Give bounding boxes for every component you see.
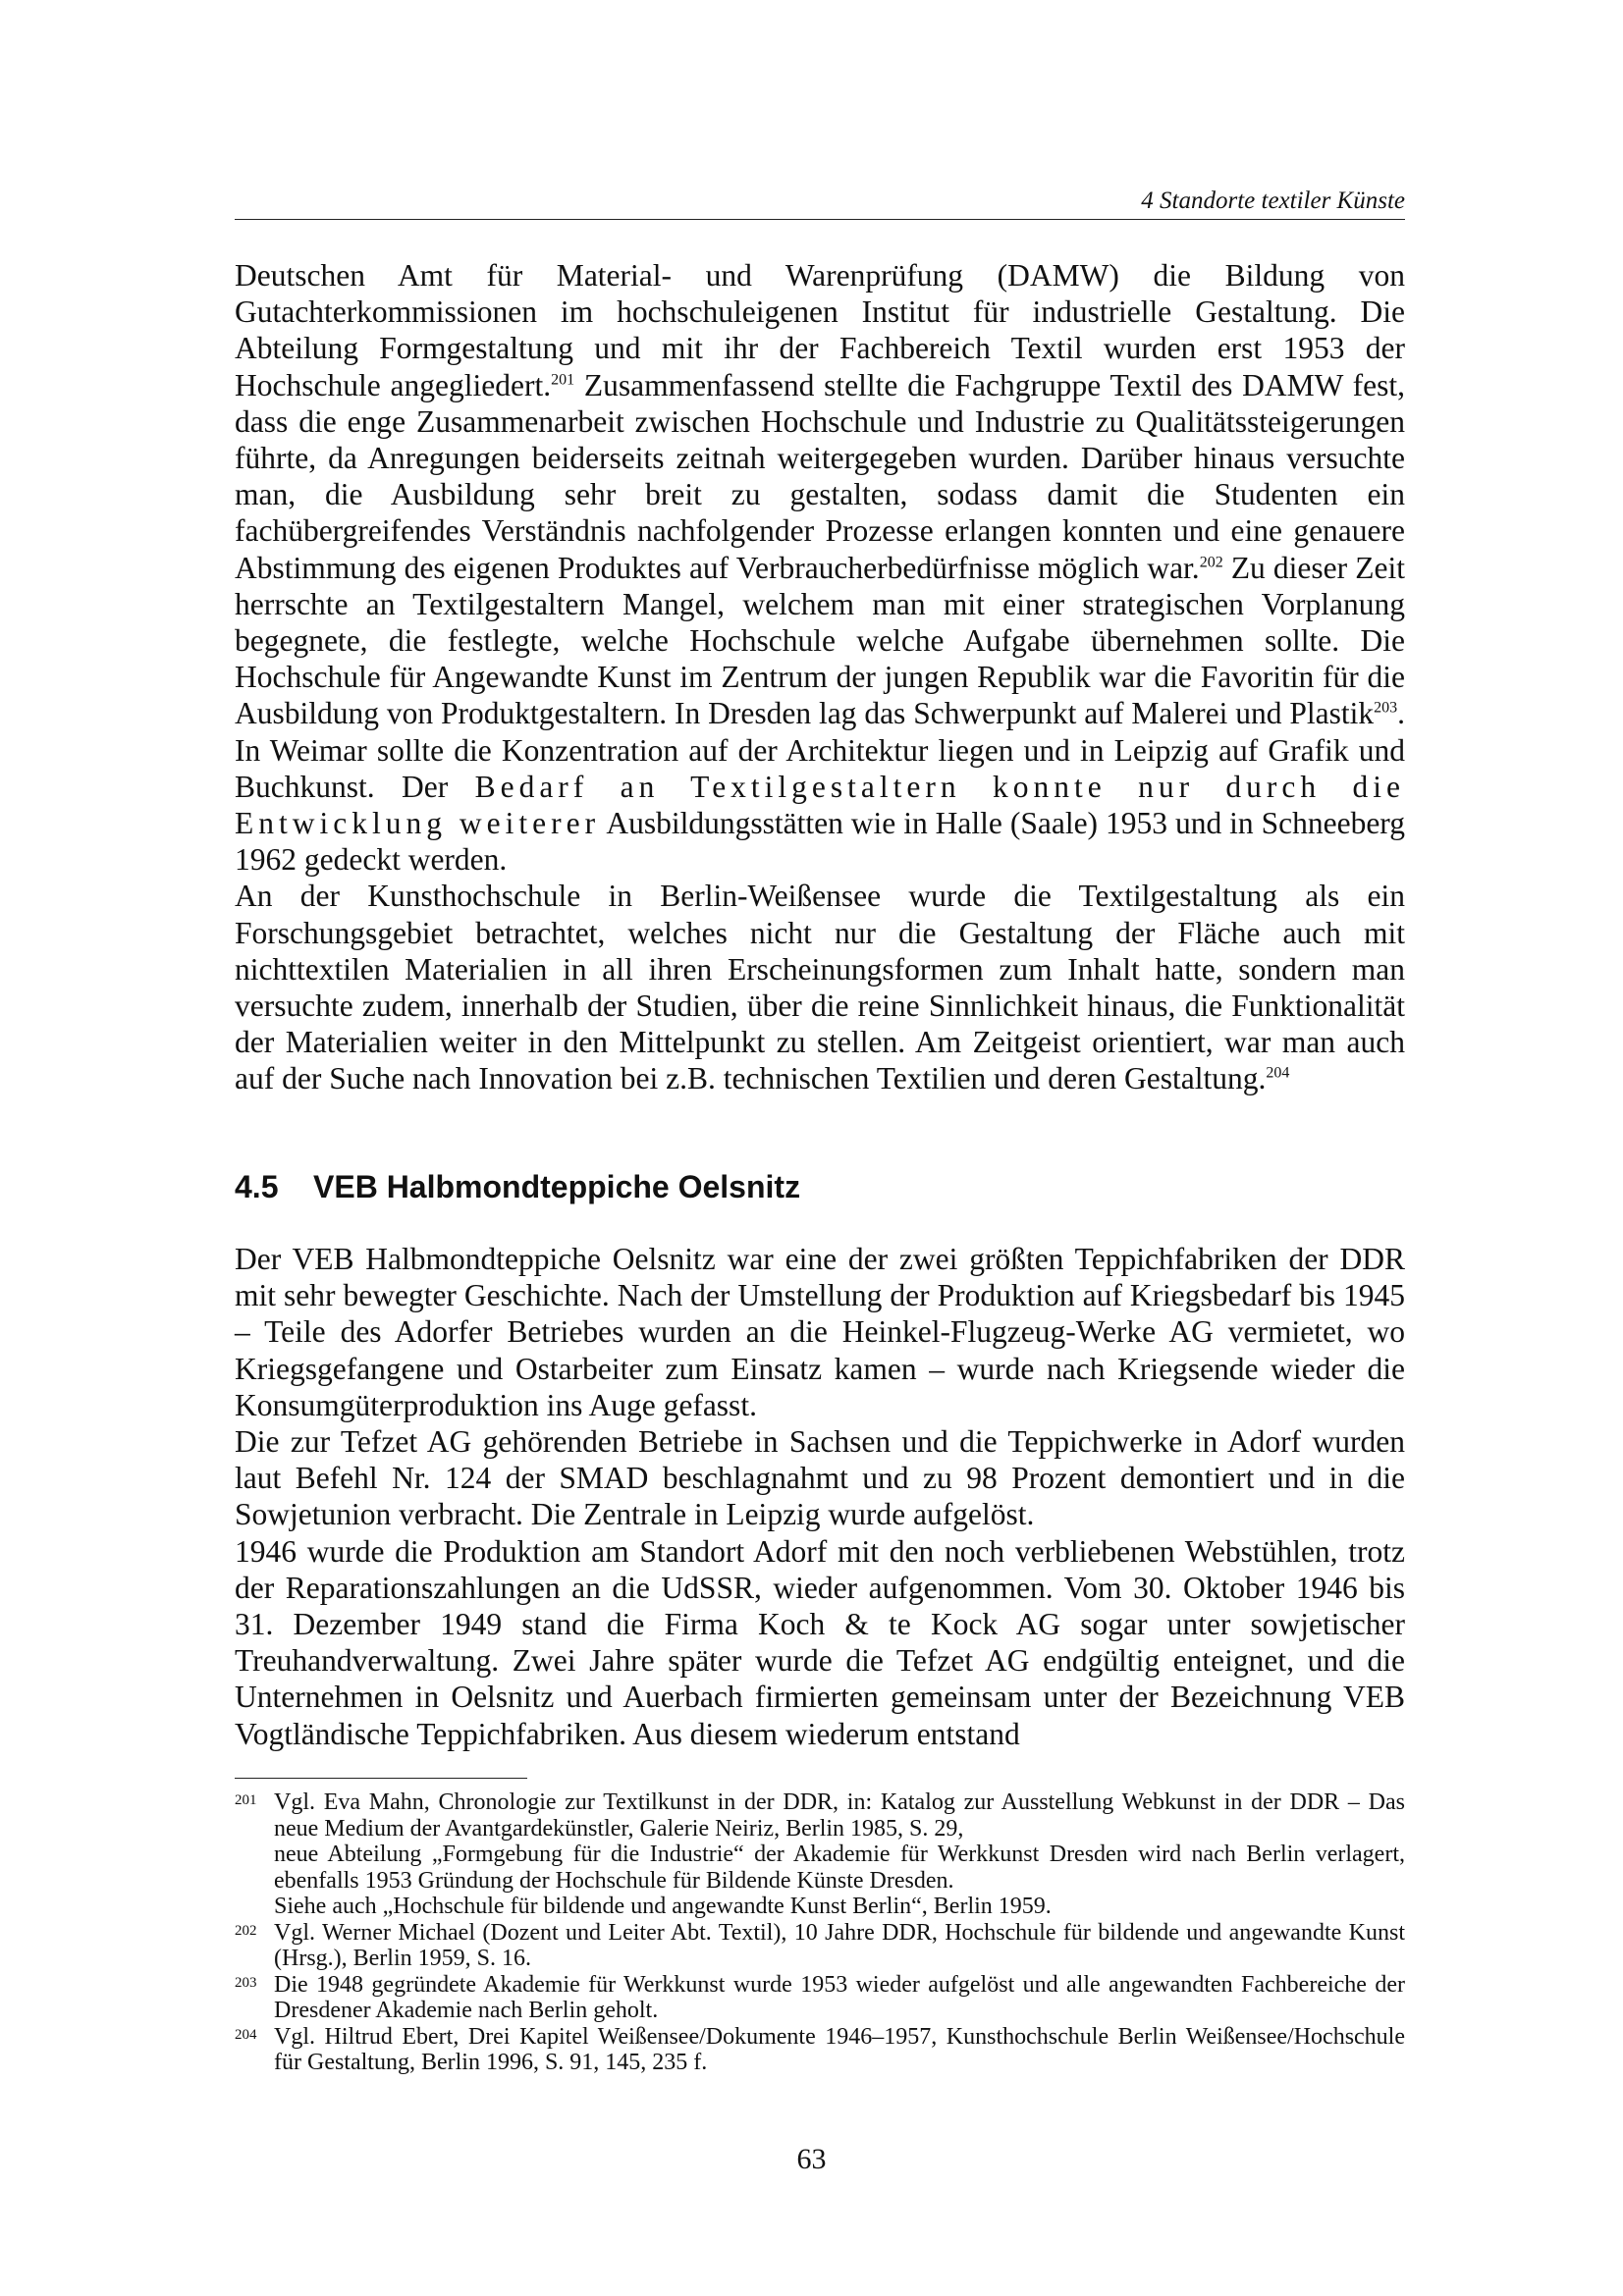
section-title: VEB Halbmondteppiche Oelsnitz	[313, 1169, 801, 1204]
section-paragraph-2: Die zur Tefzet AG gehörenden Betriebe in Sachsen und die Teppichwerke in Adorf wurden laut Befehl Nr. 124 der SMAD beschlagnahmt und zu 98 Prozent demontiert und in die Sowjetunion verbracht. Die Zentrale in Leipzig wurde aufgelöst.	[235, 1424, 1405, 1532]
footnote-204	[235, 2024, 1405, 2076]
body-text	[235, 257, 1405, 1097]
footnote-separator	[235, 1778, 527, 1779]
footnote-line: neue Abteilung „Formgebung für die Industrie“ der Akademie für Werkkunst Dresden wird nach Berlin verlagert, ebenfalls 1953 Gründung der Hochschule für Bildende Künste Dresden.	[274, 1842, 1405, 1894]
footnote-line: Siehe auch „Hochschule für bildende und angewandte Kunst Berlin“, Berlin 1959.	[274, 1894, 1052, 1919]
page-number: 63	[796, 2143, 827, 2175]
body-paragraph-2: An der Kunsthochschule in Berlin-Weißensee wurde die Textilgestaltung als ein Forschungsgebiet betrachtet, welches nicht nur die Gestaltung der Fläche auch mit nichttextilen Materialien in all ihren Erscheinungsformen zum Inhalt hatte, sondern man versuchte zudem, innerhalb der Studien, über die reine Sinnlichkeit hinaus, die Funktionalität der Materialien weiter in den Mittelpunkt zu stellen. Am Zeitgeist orientiert, war man auch auf der Suche nach Innovation bei z.B. technischen Textilien und deren Gestaltung.$^{204}$	[235, 879, 1405, 1096]
footnote-number: 202	[235, 1922, 257, 1939]
footnote-ref-204[interactable]: 204	[1266, 1064, 1290, 1082]
section-number: 4.5	[235, 1169, 279, 1204]
running-header: 4 Standorte textiler Künste	[235, 187, 1405, 220]
footnote-number: 201	[235, 1792, 257, 1808]
section-body	[235, 1241, 1405, 1752]
footnote-ref-202[interactable]: 202	[1199, 554, 1223, 571]
footnotes	[235, 1789, 1405, 2076]
section-heading	[235, 1168, 1405, 1205]
footnote-number: 203	[235, 1974, 257, 1991]
footnote-line: Vgl. Hiltrud Ebert, Drei Kapitel Weißensee/Dokumente 1946–1957, Kunsthochschule Berlin Weißensee/Hochschule für Gestaltung, Berlin 1996, S. 91, 145, 235 f.	[274, 2023, 1405, 2075]
body-paragraph-1: Deutschen Amt für Material- und Warenprüfung (DAMW) die Bildung von Gutachterkommissionen im hochschuleigenen Institut für industrielle Gestaltung. Die Abteilung Formgestaltung und mit ihr der Fachbereich Textil wurden erst 1953 der Hochschule angegliedert.$^{201}$ Zusammenfassend stellte die Fachgruppe Textil des DAMW fest, dass die enge Zusammenarbeit zwischen Hochschule und Industrie zu Qualitätssteigerungen führte, da Anregungen beiderseits zeitnah weitergegeben wurden. Darüber hinaus versuchte man, die Ausbildung sehr breit zu gestalten, sodass damit die Studenten ein fachübergreifendes Verständnis nachfolgender Prozesse erlangen konnten und eine genauere Abstimmung des eigenen Produktes auf Verbraucherbedürfnisse möglich war.$^{202}$ Zu dieser Zeit herrschte an Textilgestaltern Mangel, welchem man mit einer strategischen Vorplanung begegnete, die festlegte, welche Hochschule welche Aufgabe übernehmen sollte. Die Hochschule für Angewandte Kunst im Zentrum der jungen Republik war die Favoritin für die Ausbildung von Produktgestaltern. In Dresden lag das Schwerpunkt auf Malerei und Plastik$^{203}$. In Weimar sollte die Konzentration auf der Architektur liegen und in Leipzig auf Grafik und Buchkunst. Der Bedarf an Textilgestaltern konnte nur durch die Entwicklung weiterer Ausbildungsstätten wie in Halle (Saale) 1953 und in Schneeberg 1962 gedeckt werden.	[235, 258, 1405, 878]
footnote-ref-203[interactable]: 203	[1374, 699, 1398, 717]
footnote-number: 204	[235, 2026, 257, 2043]
footnote-line: Vgl. Eva Mahn, Chronologie zur Textilkunst in der DDR, in: Katalog zur Ausstellung Webkunst in der DDR – Das neue Medium der Avantgardekünstler, Galerie Neiriz, Berlin 1985, S. 29,	[274, 1789, 1405, 1842]
footnote-202	[235, 1920, 1405, 1972]
footnote-ref-201[interactable]: 201	[551, 371, 575, 389]
footnote-line: Vgl. Werner Michael (Dozent und Leiter Abt. Textil), 10 Jahre DDR, Hochschule für bildende und angewandte Kunst (Hrsg.), Berlin 1959, S. 16.	[274, 1919, 1405, 1971]
footnote-line: Die 1948 gegründete Akademie für Werkkunst wurde 1953 wieder aufgelöst und alle angewandten Fachbereiche der Dresdener Akademie nach Berlin geholt.	[274, 1971, 1405, 2023]
section-paragraph-1: Der VEB Halbmondteppiche Oelsnitz war eine der zwei größten Teppichfabriken der DDR mit sehr bewegter Geschichte. Nach der Umstellung der Produktion auf Kriegsbedarf bis 1945 – Teile des Adorfer Betriebes wurden an die Heinkel-Flugzeug-Werke AG vermietet, wo Kriegsgefangene und Ostarbeiter zum Einsatz kamen – wurde nach Kriegsende wieder die Konsumgüterproduktion ins Auge gefasst.	[235, 1242, 1405, 1422]
section-paragraph-3: 1946 wurde die Produktion am Standort Adorf mit den noch verbliebenen Webstühlen, trotz der Reparationszahlungen an die UdSSR, wieder aufgenommen. Vom 30. Oktober 1946 bis 31. Dezember 1949 stand die Firma Koch & te Kock AG sogar unter sowjetischer Treuhandverwaltung. Zwei Jahre später wurde die Tefzet AG endgültig enteignet, und die Unternehmen in Oelsnitz und Auerbach firmierten gemeinsam unter der Bezeichnung VEB Vogtländische Teppichfabriken. Aus diesem wiederum entstand	[235, 1533, 1405, 1751]
footnote-201	[235, 1789, 1405, 1920]
footnote-203	[235, 1972, 1405, 2024]
